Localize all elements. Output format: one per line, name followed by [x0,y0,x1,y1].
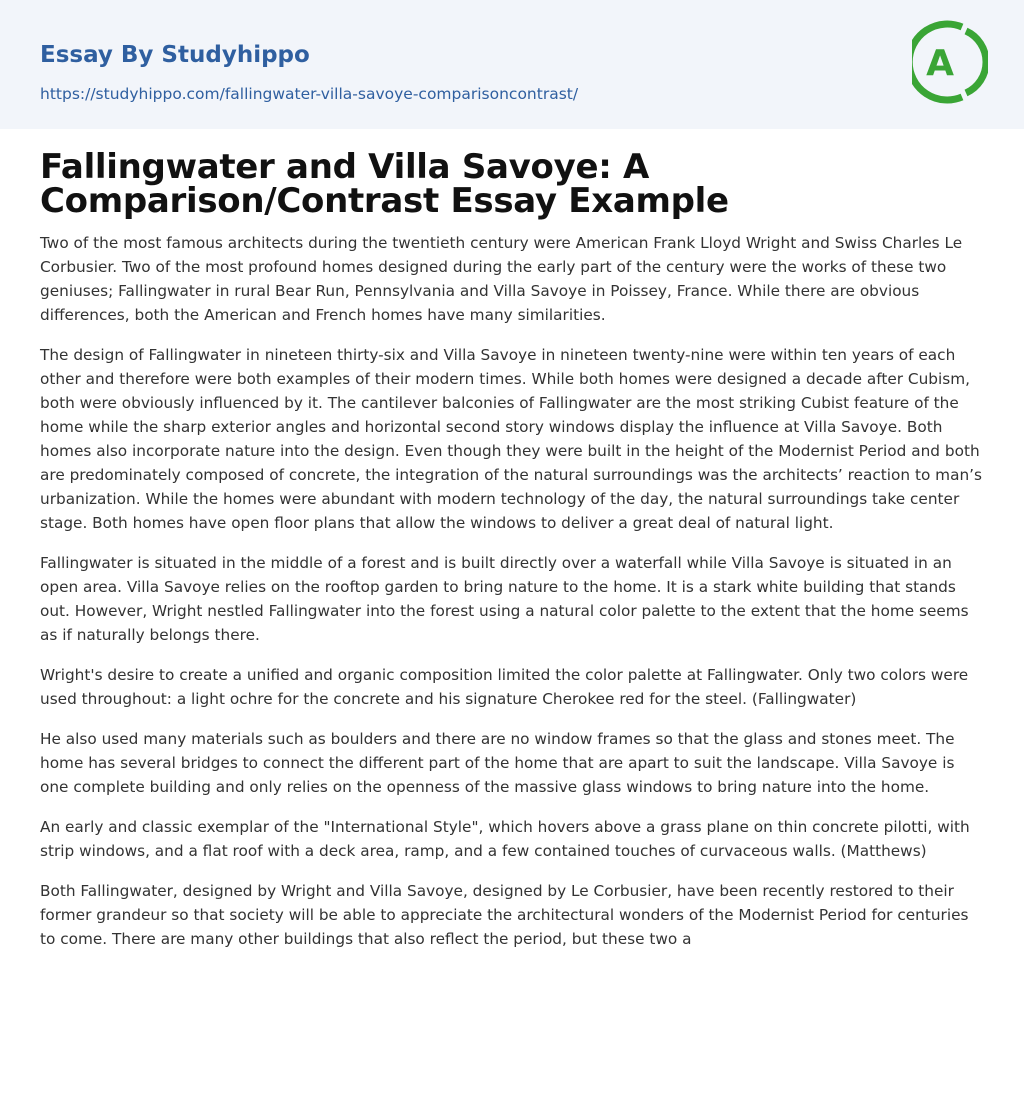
essay-content [40,147,986,967]
essay-paragraph-1: Two of the most famous architects during the twentieth century were American Frank Lloyd Wright and Swiss Charles Le Corbusier. Two of the most profound homes designed during the early part of the century were the works of these two geniuses; Fallingwater in rural Bear Run, Pennsylvania and Villa Savoye in Poissey, France. While there are obvious differences, both the American and French homes have many similarities. [40,234,963,324]
essay-paragraph-5: He also used many materials such as boulders and there are no window frames so that the glass and stones meet. The home has several bridges to connect the different part of the home that are apart to suit the landscape. Villa Savoye is one complete building and only relies on the openness of the massive glass windows to bring nature into the home. [40,730,955,796]
essay-paragraph-2: The design of Fallingwater in nineteen thirty-six and Villa Savoye in nineteen twenty-nine were within ten years of each other and therefore were both examples of their modern times. While both homes were designed a decade after Cubism, both were obviously influenced by it. The cantilever balconies of Fallingwater are the most striking Cubist feature of the home while the sharp exterior angles and horizontal second story windows display the influence at Villa Savoye. Both homes also incorporate nature into the design. Even though they were built in the height of the Modernist Period and both are predominately composed of concrete, the integration of the natural surroundings was the architects’ reaction to man’s urbanization. While the homes were abundant with modern technology of the day, the natural surroundings take center stage. Both homes have open floor plans that allow the windows to deliver a great deal of natural light. [40,346,982,532]
essay-title: Fallingwater and Villa Savoye: A Comparison/Contrast Essay Example [40,147,729,221]
essay-paragraph-4: Wright's desire to create a unified and organic composition limited the color palette at Fallingwater. Only two colors were used throughout: a light ochre for the concrete and his signature Cherokee red for the steel. (Fallingwater) [40,666,969,708]
studyhippo-logo-icon[interactable] [912,19,988,105]
essay-url-link[interactable]: https://studyhippo.com/fallingwater-villa-savoye-comparisoncontrast/ [40,85,579,103]
essay-paragraph-7: Both Fallingwater, designed by Wright and Villa Savoye, designed by Le Corbusier, have been recently restored to their former grandeur so that society will be able to appreciate the architectural wonders of the Modernist Period for centuries to come. There are many other buildings that also reflect the period, but these two a [40,882,969,948]
essay-paragraph-3: Fallingwater is situated in the middle of a forest and is built directly over a waterfall while Villa Savoye is situated in an open area. Villa Savoye relies on the rooftop garden to bring nature to the home. It is a stark white building that stands out. However, Wright nestled Fallingwater into the forest using a natural color palette to the extent that the home seems as if naturally belongs there. [40,554,969,644]
logo-letter: A [926,43,954,84]
essay-paragraph-6: An early and classic exemplar of the "International Style", which hovers above a grass plane on thin concrete pilotti, with strip windows, and a flat roof with a deck area, ramp, and a few contained touches of curvaceous walls. (Matthews) [40,818,970,860]
site-brand[interactable]: Essay By Studyhippo [40,42,310,68]
site-header [0,0,1024,129]
